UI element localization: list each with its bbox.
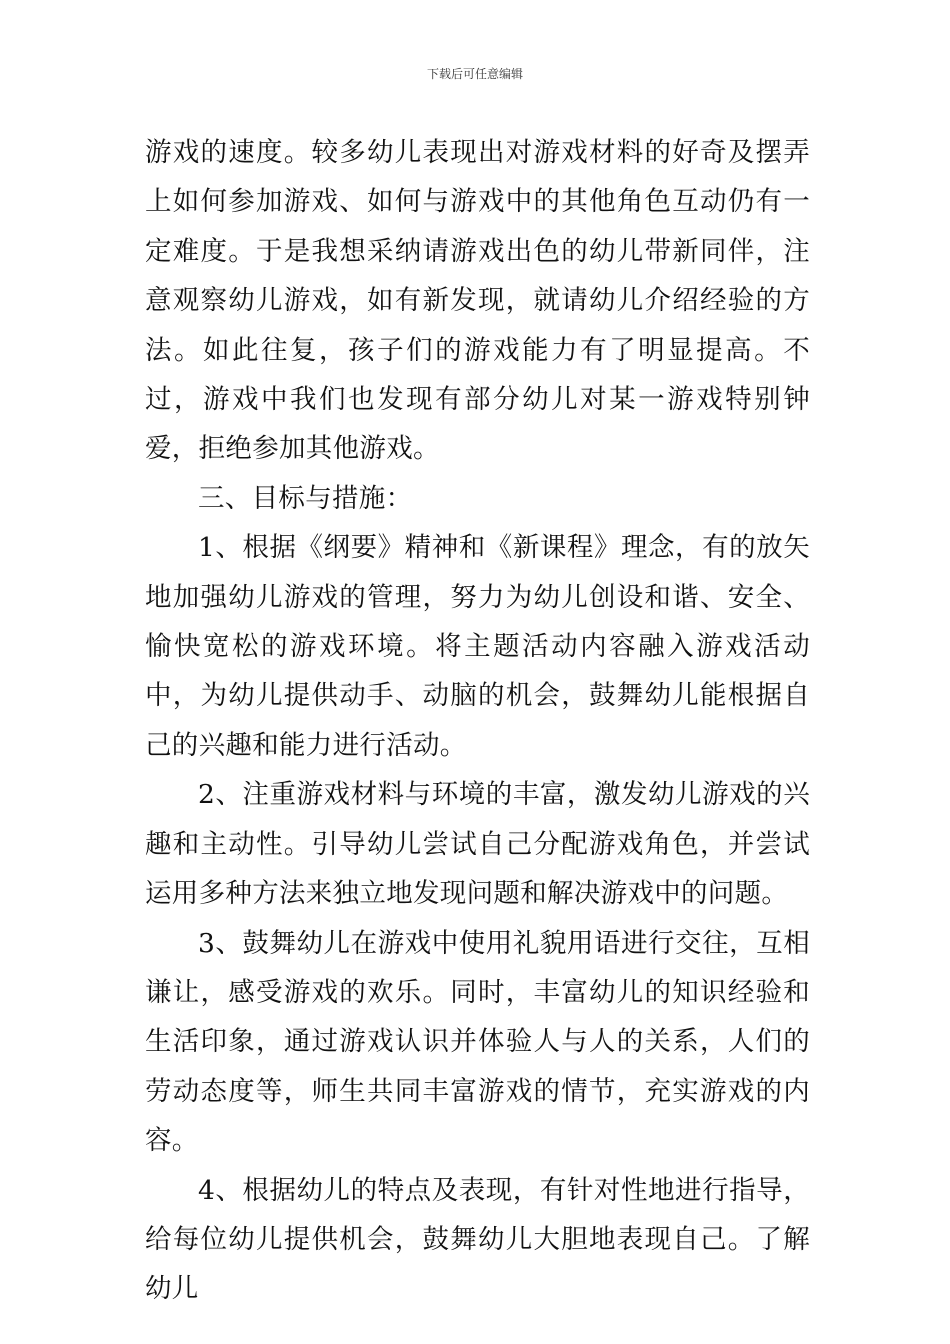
paragraph-item-4: 4、根据幼儿的特点及表现，有针对性地进行指导，给每位幼儿提供机会，鼓舞幼儿大胆地表现自己。了解幼儿 [145, 1174, 810, 1305]
paragraph-item-1: 1、根据《纲要》精神和《新课程》理念，有的放矢地加强幼儿游戏的管理，努力为幼儿创设和谐、安全、愉快宽松的游戏环境。将主题活动内容融入游戏活动中，为幼儿提供动手、动脑的机会，鼓舞幼儿能根据自己的兴趣和能力进行活动。 [145, 532, 810, 761]
paragraph-item-2: 2、注重游戏材料与环境的丰富，激发幼儿游戏的兴趣和主动性。引导幼儿尝试自己分配游戏角色，并尝试运用多种方法来独立地发现问题和解决游戏中的问题。 [145, 779, 810, 910]
section-heading-goals: 三、目标与措施： [198, 482, 413, 514]
paragraph-item-3: 3、鼓舞幼儿在游戏中使用礼貌用语进行交往，互相谦让，感受游戏的欢乐。同时，丰富幼儿的知识经验和生活印象，通过游戏认识并体验人与人的关系，人们的劳动态度等，师生共同丰富游戏的情节，充实游戏的内容。 [145, 927, 810, 1157]
page-header-note: 下载后可任意编辑 [426, 67, 523, 81]
paragraph-continuation: 游戏的速度。较多幼儿表现出对游戏材料的好奇及摆弄上如何参加游戏、如何与游戏中的其他角色互动仍有一定难度。于是我想采纳请游戏出色的幼儿带新同伴，注意观察幼儿游戏，如有新发现，就请幼儿介绍经验的方法。如此往复，孩子们的游戏能力有了明显提高。不过，游戏中我们也发现有部分幼儿对某一游戏特别钟爱，拒绝参加其他游戏。 [145, 137, 810, 465]
document-body [145, 128, 810, 1314]
